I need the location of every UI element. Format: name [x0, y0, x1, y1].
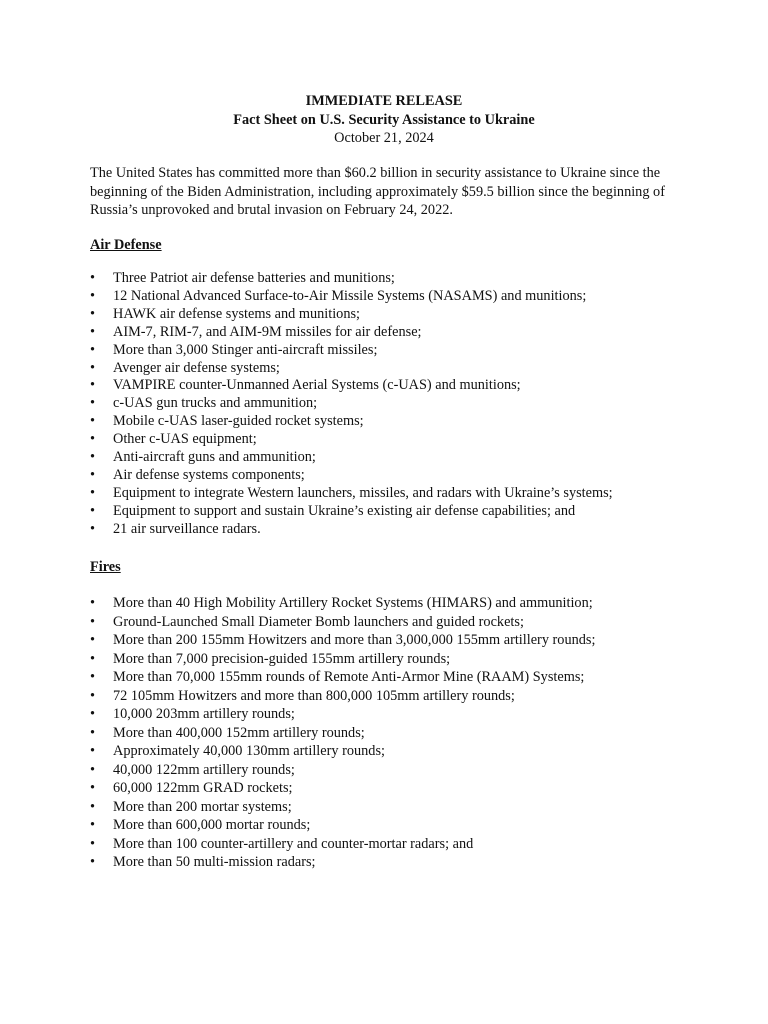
list-item: • Anti-aircraft guns and ammunition; — [90, 449, 316, 466]
bullet-icon: • — [90, 466, 96, 483]
list-item: • 10,000 203mm artillery rounds; — [90, 706, 295, 722]
list-item: • More than 70,000 155mm rounds of Remote Anti-Armor Mine (RAAM) Systems; — [90, 669, 585, 685]
document-date: October 21, 2024 — [334, 130, 434, 146]
list-item: • HAWK air defense systems and munitions; — [90, 305, 361, 322]
bullet-icon: • — [90, 761, 96, 778]
list-item: • More than 600,000 mortar rounds; — [90, 817, 311, 833]
list-item: • More than 7,000 precision-guided 155mm artillery rounds; — [90, 650, 451, 667]
list-item: • More than 400,000 152mm artillery rounds; — [90, 724, 365, 741]
bullet-icon: • — [90, 395, 96, 412]
bullet-icon: • — [90, 595, 96, 611]
bullet-icon: • — [90, 431, 96, 448]
list-item: • 40,000 122mm artillery rounds; — [90, 761, 295, 778]
bullet-icon: • — [90, 502, 96, 519]
list-item: • Air defense systems components; — [90, 466, 305, 483]
fires-list — [90, 594, 710, 872]
document-title: Fact Sheet on U.S. Security Assistance to Ukraine — [233, 111, 535, 128]
bullet-icon: • — [90, 323, 96, 340]
bullet-icon: • — [90, 780, 96, 796]
intro-paragraph: The United States has committed more than $60.2 billion in security assistance to Ukraine since the beginning of the Biden Administration, including approximately $59.5 billion since the beginning of Russia’s unprovoked and brutal invasion on February 24, 2022. — [90, 165, 665, 218]
list-item: • Three Patriot air defense batteries and munitions; — [90, 270, 395, 286]
list-item: • Equipment to integrate Western launchers, missiles, and radars with Ukraine’s systems; — [90, 484, 613, 501]
list-item: • 21 air surveillance radars. — [90, 520, 261, 537]
air-defense-list — [90, 270, 710, 539]
list-item: • 12 National Advanced Surface-to-Air Missile Systems (NASAMS) and munitions; — [90, 287, 587, 304]
list-item: • VAMPIRE counter-Unmanned Aerial Systems (c-UAS) and munitions; — [90, 377, 521, 394]
release-label: IMMEDIATE RELEASE — [305, 93, 463, 109]
bullet-icon: • — [90, 743, 96, 759]
list-item: • 72 105mm Howitzers and more than 800,000 105mm artillery rounds; — [90, 687, 515, 704]
bullet-icon: • — [90, 359, 96, 376]
bullet-icon: • — [90, 449, 96, 466]
list-item: • c-UAS gun trucks and ammunition; — [90, 395, 318, 412]
bullet-icon: • — [90, 287, 96, 304]
bullet-icon: • — [90, 413, 96, 430]
bullet-icon: • — [90, 377, 96, 394]
document-header — [0, 92, 768, 148]
bullet-icon: • — [90, 305, 96, 322]
section-heading-air-defense: Air Defense — [90, 237, 162, 253]
bullet-icon: • — [90, 341, 96, 358]
list-item: • Equipment to support and sustain Ukraine’s existing air defense capabilities; and — [90, 502, 576, 519]
bullet-icon: • — [90, 650, 96, 667]
list-item: • Other c-UAS equipment; — [90, 431, 257, 448]
bullet-icon: • — [90, 484, 96, 501]
list-item: • AIM-7, RIM-7, and AIM-9M missiles for air defense; — [90, 323, 422, 340]
list-item: • Approximately 40,000 130mm artillery rounds; — [90, 743, 385, 759]
bullet-icon: • — [90, 270, 96, 286]
bullet-icon: • — [90, 669, 96, 685]
bullet-icon: • — [90, 854, 96, 870]
bullet-icon: • — [90, 632, 96, 648]
bullet-icon: • — [90, 706, 96, 722]
bullet-icon: • — [90, 798, 96, 815]
list-item: • More than 200 mortar systems; — [90, 798, 292, 815]
list-item: • More than 3,000 Stinger anti-aircraft missiles; — [90, 341, 378, 358]
list-item: • More than 100 counter-artillery and counter-mortar radars; and — [90, 835, 474, 852]
bullet-icon: • — [90, 724, 96, 741]
list-item: • More than 200 155mm Howitzers and more than 3,000,000 155mm artillery rounds; — [90, 632, 596, 648]
bullet-icon: • — [90, 817, 96, 833]
bullet-icon: • — [90, 520, 96, 537]
list-item: • More than 40 High Mobility Artillery Rocket Systems (HIMARS) and ammunition; — [90, 595, 593, 611]
bullet-icon: • — [90, 687, 96, 704]
list-item: • More than 50 multi-mission radars; — [90, 854, 316, 870]
list-item: • Mobile c-UAS laser-guided rocket systems; — [90, 413, 364, 430]
bullet-icon: • — [90, 835, 96, 852]
bullet-icon: • — [90, 613, 96, 630]
section-heading-fires: Fires — [90, 559, 121, 575]
list-item: • Avenger air defense systems; — [90, 359, 280, 376]
list-item: • 60,000 122mm GRAD rockets; — [90, 780, 293, 796]
list-item: • Ground-Launched Small Diameter Bomb launchers and guided rockets; — [90, 613, 524, 630]
